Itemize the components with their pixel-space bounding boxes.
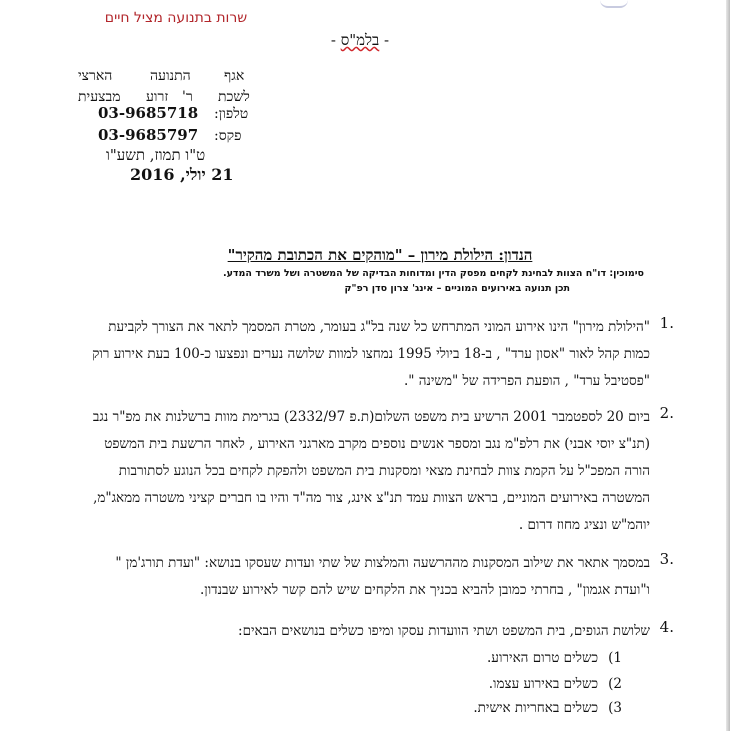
sender-word: הארצי bbox=[78, 68, 113, 84]
author-line: תכן תנועה באירועים המוניים – אינג' צרון סדן רפ"ק bbox=[344, 283, 570, 294]
phone-label: טלפון: bbox=[214, 106, 249, 122]
sender-word: לשכת bbox=[218, 89, 250, 105]
paragraph-1 bbox=[70, 314, 674, 395]
subject-title: הנדון: הילולת מירון – "מוהקים את הכתובת מהקיר" bbox=[227, 246, 533, 264]
list-item-number: 1) bbox=[608, 650, 622, 666]
list-item bbox=[489, 676, 622, 692]
paragraph-line: "פסטיבל ערד" , הופעת הפרידה של "משינה ". bbox=[403, 373, 650, 389]
sender-word: אגף bbox=[224, 68, 245, 84]
sender-word: זרוע bbox=[146, 89, 169, 105]
paragraph-line: (תנ"צ יוסי אבני) את רלפ"מ נגב ומספר אנשים נוספים מקרב מארגני האירוע , לאחר הרשעת בית המשפט bbox=[104, 436, 650, 452]
org-tagline: שרות בתנועה מציל חיים bbox=[104, 10, 248, 26]
paragraph-line: שלושת הגופים, בית המשפט ושתי הוועדות עסקו ומיפו כשלים בנושאים הבאים: bbox=[238, 623, 650, 639]
list-item bbox=[473, 700, 622, 716]
fax-label: פקס: bbox=[214, 128, 242, 144]
hebrew-date: ט"ו תמוז, תשע"ו bbox=[106, 146, 206, 164]
list-item-text: כשלים טרום האירוע. bbox=[487, 650, 599, 666]
list-item-text: כשלים באירוע עצמו. bbox=[488, 676, 599, 692]
sender-word: התנועה bbox=[150, 68, 191, 84]
list-item-number: 3) bbox=[608, 700, 622, 716]
paragraph-line: ו"ועדת אגמון" , בחרתי כמובן להביא בכניך את הלקחים שיש להם קשר לאירוע שבנדון. bbox=[199, 582, 650, 598]
fax-value: 03-9685797 bbox=[98, 126, 199, 144]
paragraph-line: יוהמ"ש ונציג מחוז דרום . bbox=[518, 517, 650, 533]
list-item-text: כשלים באחריות אישית. bbox=[473, 700, 599, 716]
sender-word: ר' bbox=[182, 89, 193, 105]
paragraph-number: .4 bbox=[659, 618, 674, 636]
page-edge-shadow bbox=[726, 0, 730, 731]
paragraph-line: ביום 20 לספטמבר 2001 הרשיע בית משפט השלום(ת.פ 2332/97) בגרימת מוות ברשלנות את מפ"ר נגב bbox=[92, 409, 650, 425]
paragraph-line: במסמך אתאר את שילוב המסקנות מההרשעה והמלצות של שתי ועדות שעסקו בנושא: "ועדת תורג'מן " bbox=[115, 555, 650, 571]
logo-fragment bbox=[600, 0, 628, 8]
paragraph-line: המשטרה באירועים המוניים, בראש הצוות עמד תנ"צ אינג, צור מה"ד והיו בו חברים קציני משטרה ממאג"מ, bbox=[93, 490, 650, 506]
sender-word: מבצעית bbox=[78, 89, 121, 105]
paragraph-2 bbox=[70, 404, 674, 539]
paragraph-line: הורה המפכ"ל על הקמת צוות לבחינת מצאי ומסקנות בית המשפט ולהפקת לקחים בכל הנוגע לסתורבות bbox=[118, 463, 650, 479]
paragraph-line: "הילולת מירון" הינו אירוע המוני המתרחש כל שנה בל"ג בעומר, מטרת המסמך לתאר את הצורך לקביעת bbox=[108, 319, 650, 335]
paragraph-number: .1 bbox=[659, 314, 674, 332]
paragraph-line: כמות קהל לאור "אסון ערד" , ב-18 ביולי 1995 נמחצו למוות שלושה נערים ונפצעו כ-100 בעת אירוע רוק bbox=[92, 346, 650, 362]
paragraph-4 bbox=[70, 618, 674, 645]
paragraph-3 bbox=[70, 550, 674, 604]
gregorian-date: 21 יולי, 2016 bbox=[130, 165, 234, 184]
classification-marking: - בלמ"ס - bbox=[330, 31, 390, 49]
list-item bbox=[487, 650, 622, 666]
list-item-number: 2) bbox=[608, 676, 622, 692]
reference-line: סימוכין: דו"ח הצוות לבחינת לקחים מפסק הדין ומדוחות הבדיקה של המשטרה ושל משרד המדע. bbox=[222, 268, 644, 279]
classification-text: בלמ"ס bbox=[340, 31, 380, 49]
paragraph-number: .3 bbox=[659, 550, 674, 568]
paragraph-number: .2 bbox=[659, 404, 674, 422]
phone-value: 03-9685718 bbox=[98, 104, 199, 122]
